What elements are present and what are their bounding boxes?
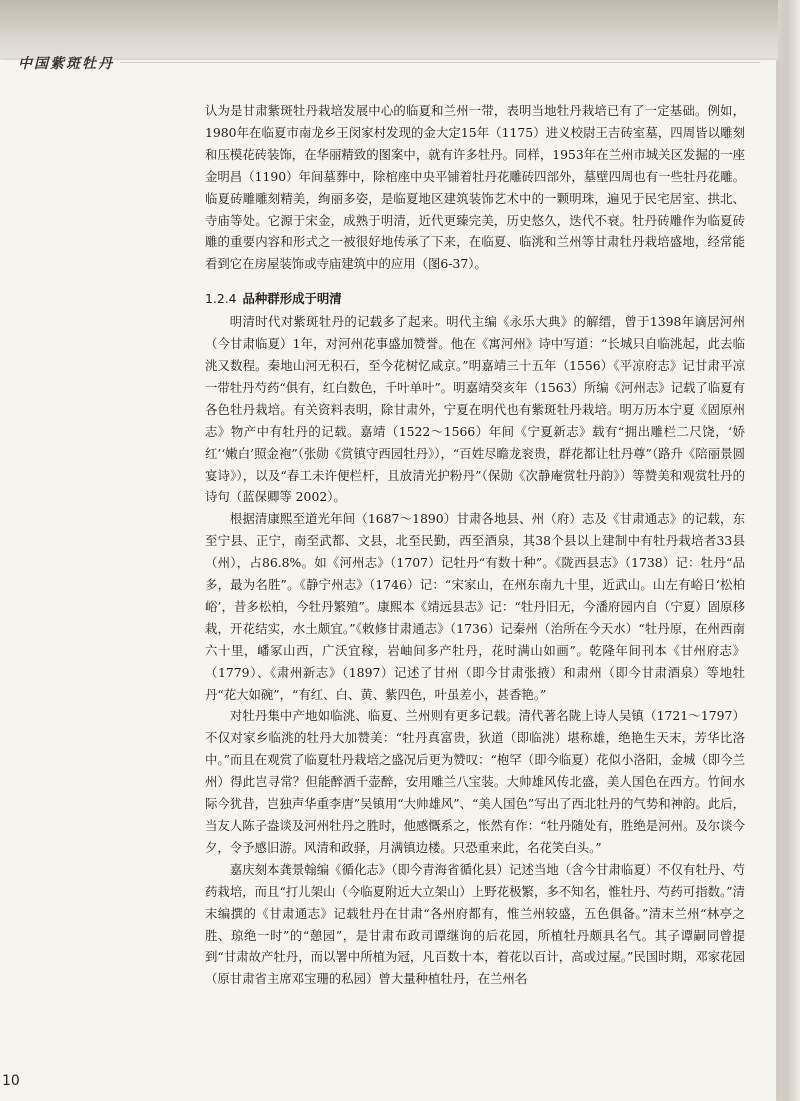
section-title: 品种群形成于明清 <box>242 291 342 307</box>
header-rule <box>120 62 760 63</box>
paragraph-wu-zhen-poems: 对牡丹集中产地如临洮、临夏、兰州则有更多记载。清代著名陇上诗人吴镇（1721～1797）不仅对家乡临洮的牡丹大加赞美：“牡丹真富贵，狄道（即临洮）堪称雄，绝艳生天末，芳华比洛中。”而且在观赏了临夏牡丹栽培之盛况后更为赞叹：“枹罕（即今临夏）花似小洛阳，金城（即今兰州）得此岂寻常？但能醉酒千壶醉，安用雕兰八宝装。大帅雄风传北盛，美人国色在西方。竹间水际今犹昔，岂独声华重李唐”吴镇用“大帅雄风”、“美人国色”写出了西北牡丹的气势和神韵。此后，当友人陈子盎谈及河州牡丹之胜时，他感慨系之，怅然有作：“牡丹随处有，胜绝是河州。及尔谈今夕，令予感旧游。风清和政驿，月满镇边楼。只恐重来此，名花笑白头。” <box>205 708 745 855</box>
running-head: 中国紫斑牡丹 <box>18 56 114 72</box>
section-heading <box>205 288 745 310</box>
scan-right-edge <box>778 0 800 1101</box>
paragraph-late-qing-lanzhou: 嘉庆刻本龚景翰编《循化志》（即今青海省循化县）记述当地（含今甘肃临夏）不仅有牡丹、芍药栽培，而且“打儿架山（今临夏附近大立架山）上野花极繁，多不知名，惟牡丹、芍药可指数。”清末编撰的《甘肃通志》记载牡丹在甘肃“各州府都有，惟兰州较盛，五色俱备。”清末兰州“林亭之胜、琼绝一时”的“憩园”，是甘肃布政司谭继询的后花园，所植牡丹颇具名气。其子谭嗣同曾提到“甘肃故产牡丹，而以署中所植为冠，凡百数十本，着花以百计，高或过屋。”民国时期，邓家花园（原甘肃省主席邓宝珊的私园）曾大量种植牡丹，在兰州名 <box>205 861 745 987</box>
page-number: 10 <box>2 1073 20 1089</box>
paragraph-continuation: 认为是甘肃紫斑牡丹栽培发展中心的临夏和兰州一带，表明当地牡丹栽培已有了一定基础。例如，1980年在临夏市南龙乡王闵家村发现的金大定15年（1175）进义校尉王吉砖室墓，四周皆以雕刻和压模花砖装饰，在华丽精致的图案中，就有许多牡丹。同样，1953年在兰州市城关区发掘的一座金明昌（1190）年间墓葬中，除棺座中央平铺着牡丹花雕砖四部外，墓壁四周也有一些牡丹花雕。临夏砖雕雕刻精美，绚丽多姿，是临夏地区建筑装饰艺术中的一颗明珠，遍见于民宅居室、拱北、寺庙等处。它源于宋金，成熟于明清，近代更臻完美，历史悠久，迭代不衰。牡丹砖雕作为临夏砖雕的重要内容和形式之一被很好地传承了下来，在临夏、临洮和兰州等甘肃牡丹栽培盛地，经常能看到它在房屋装饰或寺庙建筑中的应用（图6-37）。 <box>205 103 745 272</box>
page-body <box>205 100 745 990</box>
section-number: 1.2.4 <box>205 291 237 307</box>
paragraph-qing-gazetteers: 根据清康熙至道光年间（1687～1890）甘肃各地县、州（府）志及《甘肃通志》的记载，东至宁县、正宁，南至武都、文县，北至民勤，西至酒泉，其38个县以上建制中有牡丹栽培者33县（州），占86.8%。如《河州志》（1707）记牡丹“有数十种”。《陇西县志》（1738）记：牡丹“品多，最为名胜”。《静宁州志》（1746）记：“宋家山，在州东南九十里，近武山。山左有峪日‘松柏峪’，昔多松柏，今牡丹繁殖”。康熙本《靖远县志》记：“牡丹旧无，今潘府园内自（宁夏）固原移栽，开花结实，水土颇宜。”《敕修甘肃通志》（1736）记秦州（治所在今天水）“牡丹原，在州西南六十里，嶓冢山西，广沃宜稼，岩岫间多产牡丹，花时满山如画”。乾隆年间刊本《甘州府志》（1779）、《肃州新志》（1897）记述了甘州（即今甘肃张掖）和肃州（即今甘肃酒泉）等地牡丹“花大如碗”，“有红、白、黄、紫四色，叶虽差小，甚香艳。” <box>205 511 745 702</box>
paragraph-ming-records: 明清时代对紫斑牡丹的记载多了起来。明代主编《永乐大典》的解缙，曾于1398年谪居河州（今甘肃临夏）1年，对河州花事盛加赞誉。他在《寓河州》诗中写道：“长城只自临洮起，此去临洮又数程。秦地山河无积石，至今花树忆咸京。”明嘉靖三十五年（1556）《平凉府志》记甘肃平凉一带牡丹芍药“俱有，红白数色，千叶单叶”。明嘉靖癸亥年（1563）所编《河州志》记载了临夏有各色牡丹栽培。有关资料表明，除甘肃外，宁夏在明代也有紫斑牡丹栽培。明万历本宁夏《固原州志》物产中有牡丹的记载。嘉靖（1522～1566）年间《宁夏新志》载有“拥出雕栏二尺饶，‘娇红’‘嫩白’照金袍”（张勋《赏镇守西园牡丹》），“百姓尽瞻龙衮贵，群花都让牡丹尊”（路升《陪丽景圆宴诗》），以及“春工未许便栏杆，且放清光护粉丹”（保勋《次静庵赏牡丹韵》）等赞美和观赏牡丹的诗句（蓝保卿等 2002）。 <box>205 314 745 505</box>
